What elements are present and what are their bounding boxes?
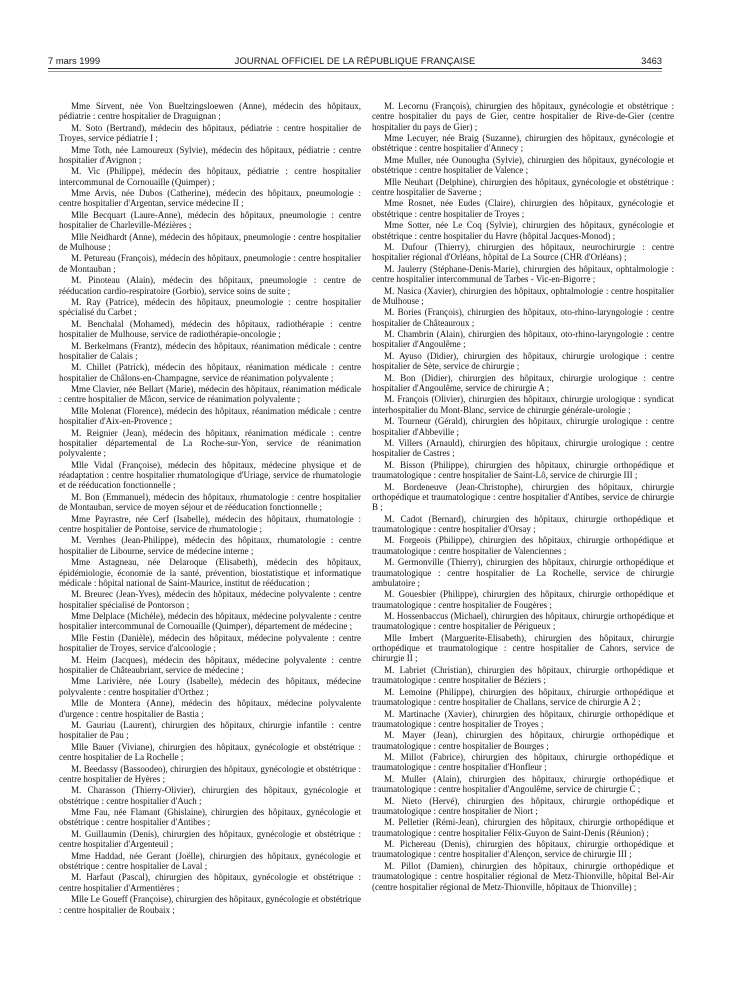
appointment-entry: M. Pinoteau (Alain), médecin des hôpitaux, pneumologie : centre de rééducation cardio-respiratoire (Gorbio), service soins de suite ; <box>59 275 361 296</box>
appointment-entry: M. Reignier (Jean), médecin des hôpitaux, réanimation médicale : centre hospitalier départemental de La Roche-sur-Yon, service de réanimation polyvalente ; <box>59 427 361 459</box>
appointment-entry: Mlle Bauer (Viviane), chirurgien des hôpitaux, gynécologie et obstétrique : centre hospitalier de La Rochelle ; <box>59 741 361 763</box>
appointment-entry: M. Bordeneuve (Jean-Christophe), chirurgien des hôpitaux, chirurgie orthopédique et traumatologique : centre hospitalier d'Antibes, service de chirurgie B ; <box>372 481 674 513</box>
appointment-entry: Mme Clavier, née Bellart (Marie), médecin des hôpitaux, réanimation médicale : centre hospitalier de Mâcon, service de réanimation polyvalente ; <box>59 384 361 405</box>
appointment-entry: Mlle Neuhart (Delphine), chirurgien des hôpitaux, gynécologie et obstétrique : centre hospitalier de Saverne ; <box>372 176 674 197</box>
appointment-entry: Mlle Festin (Danièle), médecin des hôpitaux, médecine polyvalente : centre hospitalier de Troyes, service d'alcoologie ; <box>59 632 361 654</box>
appointment-entry: M. Germonville (Thierry), chirurgien des hôpitaux, chirurgie orthopédique et traumatologique : centre hospitalier de La Rochelle, service de chirurgie ambulatoire ; <box>372 557 674 588</box>
appointment-entry: M. Harfaut (Pascal), chirurgien des hôpitaux, gynécologie et obstétrique : centre hospitalier d'Armentières ; <box>59 872 361 893</box>
appointment-entry: M. Gouesbier (Philippe), chirurgien des hôpitaux, chirurgie orthopédique et traumatologique : centre hospitalier de Fougères ; <box>372 589 674 610</box>
appointment-entry: Mme Rosnet, née Eudes (Claire), chirurgien des hôpitaux, gynécologie et obstétrique : centre hospitalier de Troyes ; <box>372 198 674 219</box>
appointment-entry: M. Charasson (Thierry-Olivier), chirurgien des hôpitaux, gynécologie et obstétrique : centre hospitalier d'Auch ; <box>59 785 361 806</box>
appointment-entry: M. Tourneur (Gérald), chirurgien des hôpitaux, chirurgie urologique : centre hospitalier d'Abbeville ; <box>372 416 674 437</box>
appointment-entry: M. Petureau (François), médecin des hôpitaux, pneumologie : centre hospitalier de Montauban ; <box>59 253 361 274</box>
appointment-entry: Mlle Molenat (Florence), médecin des hôpitaux, réanimation médicale : centre hospitalier d'Aix-en-Provence ; <box>59 405 361 427</box>
appointment-entry: M. Forgeois (Philippe), chirurgien des hôpitaux, chirurgie orthopédique et traumatologique : centre hospitalier de Valenciennes ; <box>372 535 674 556</box>
appointment-entry: Mme Arvis, née Dubos (Catherine), médecin des hôpitaux, pneumologie : centre hospitalier d'Argentan, service médecine II ; <box>59 188 361 209</box>
appointment-entry: M. Villers (Arnauld), chirurgien des hôpitaux, chirurgie urologique : centre hospitalier de Castres ; <box>372 438 674 459</box>
appointment-entry: M. Hossenbaccus (Michael), chirurgien des hôpitaux, chirurgie orthopédique et traumatologique : centre hospitalier de Périgueux ; <box>372 611 674 632</box>
appointment-entry: M. Pelletier (Rémi-Jean), chirurgien des hôpitaux, chirurgie orthopédique et traumatologique : centre hospitalier Félix-Guyon de Saint-Denis (Réunion) ; <box>372 817 674 838</box>
appointment-entry: M. Chillet (Patrick), médecin des hôpitaux, réanimation médicale : centre hospitalier de Châlons-en-Champagne, service de réanimation polyvalente ; <box>59 362 361 383</box>
header-date: 7 mars 1999 <box>48 55 101 66</box>
appointment-entry: M. Cadot (Bernard), chirurgien des hôpitaux, chirurgie orthopédique et traumatologique : centre hospitalier d'Orsay ; <box>372 513 674 534</box>
appointment-entry: Mme Sirvent, née Von Bueltzingsloewen (Anne), médecin des hôpitaux, pédiatrie : centre hospitalier de Draguignan ; <box>59 101 361 122</box>
appointment-entry: Mlle de Montera (Anne), médecin des hôpitaux, médecine polyvalente d'urgence : centre hospitalier de Bastia ; <box>59 698 361 719</box>
appointment-entry: M. Mayer (Jean), chirurgien des hôpitaux, chirurgie orthopédique et traumatologique : centre hospitalier de Bourges ; <box>372 730 674 751</box>
appointment-entry: M. Gauriau (Laurent), chirurgien des hôpitaux, chirurgie infantile : centre hospitalier de Pau ; <box>59 719 361 741</box>
appointment-entry: Mlle Vidal (Françoise), médecin des hôpitaux, médecine physique et de réadaptation : centre hospitalier rhumatologique d'Uriage, service de rhumatologie et de rééducation fonctionnelle ; <box>59 459 361 491</box>
appointment-entry: Mlle Becquart (Laure-Anne), médecin des hôpitaux, pneumologie : centre hospitalier de Charleville-Mézières ; <box>59 209 361 231</box>
appointment-entry: M. Vernhes (Jean-Philippe), médecin des hôpitaux, rhumatologie : centre hospitalier de Libourne, service de médecine interne ; <box>59 535 361 556</box>
appointment-entry: M. Guillaumin (Denis), chirurgien des hôpitaux, gynécologie et obstétrique : centre hospitalier d'Argenteuil ; <box>59 828 361 850</box>
appointment-entry: M. Benchalal (Mohamed), médecin des hôpitaux, radiothérapie : centre hospitalier de Mulhouse, service de radiothérapie-oncologie ; <box>59 318 361 340</box>
appointment-entry: M. Ray (Patrice), médecin des hôpitaux, pneumologie : centre hospitalier spécialisé du Carbet ; <box>59 297 361 318</box>
appointment-entry: Mme Astagneau, née Delaroque (Elisabeth), médecin des hôpitaux, épidémiologie, économie de la santé, prévention, biostatistique et informatique médicale : hôpital national de Saint-Maurice, institut de rééducation ; <box>59 557 361 588</box>
header-page-number: 3463 <box>641 55 662 66</box>
appointment-entry: M. Bories (François), chirurgien des hôpitaux, oto-rhino-laryngologie : centre hospitalier de Châteauroux ; <box>372 307 674 328</box>
appointment-entry: Mme Sotter, née Le Coq (Sylvie), chirurgien des hôpitaux, gynécologie et obstétrique : centre hospitalier du Havre (hôpital Jacques-Monod) ; <box>372 220 674 241</box>
appointment-entry: M. Soto (Bertrand), médecin des hôpitaux, pédiatrie : centre hospitalier de Troyes, service pédiatrie I ; <box>59 122 361 144</box>
appointment-entry: Mlle Neidhardt (Anne), médecin des hôpitaux, pneumologie : centre hospitalier de Mulhouse ; <box>59 231 361 252</box>
appointment-entry: M. Jaulerry (Stéphane-Denis-Marie), chirurgien des hôpitaux, ophtalmologie : centre hospitalier intercommunal de Tarbes - Vic-en-Bigorre ; <box>372 263 674 285</box>
header-rule-secondary <box>48 71 662 72</box>
appointment-entry: M. Berkelmans (Frantz), médecin des hôpitaux, réanimation médicale : centre hospitalier de Calais ; <box>59 340 361 361</box>
appointment-entry: M. Nasica (Xavier), chirurgien des hôpitaux, ophtalmologie : centre hospitalier de Mulhouse ; <box>372 285 674 306</box>
left-column <box>59 101 361 981</box>
appointment-entry: M. Bon (Emmanuel), médecin des hôpitaux, rhumatologie : centre hospitalier de Montauban, service de moyen séjour et de rééducation fonctionnelle ; <box>59 491 361 513</box>
appointment-entry: Mme Fau, née Flamant (Ghislaine), chirurgien des hôpitaux, gynécologie et obstétrique : centre hospitalier d'Antibes ; <box>59 807 361 828</box>
appointment-entry: M. Pillot (Damien), chirurgien des hôpitaux, chirurgie orthopédique et traumatologique : centre hospitalier régional de Metz-Thionville, hôpital Bel-Air (centre hospitalier régional de Metz-Thionville, hôpitaux de Thionville) ; <box>372 860 674 892</box>
appointment-entry: Mme Payrastre, née Cerf (Isabelle), médecin des hôpitaux, rhumatologie : centre hospitalier de Pontoise, service de rhumatologie ; <box>59 513 361 534</box>
page-header <box>48 54 662 68</box>
appointment-entry: Mme Haddad, née Gerant (Joëlle), chirurgien des hôpitaux, gynécologie et obstétrique : centre hospitalier de Laval ; <box>59 850 361 871</box>
appointment-entry: M. Chambrin (Alain), chirurgien des hôpitaux, oto-rhino-laryngologie : centre hospitalier d'Angoulême ; <box>372 329 674 350</box>
appointment-entry: M. Lecornu (François), chirurgien des hôpitaux, gynécologie et obstétrique : centre hospitalier du pays de Gier, centre hospitalier de Rive-de-Gier (centre hospitalier du pays de Gier) ; <box>372 101 674 132</box>
appointment-entry: M. Vic (Philippe), médecin des hôpitaux, pédiatrie : centre hospitalier intercommunal de Cornouaille (Quimper) ; <box>59 166 361 187</box>
appointment-entry: M. Heim (Jacques), médecin des hôpitaux, médecine polyvalente : centre hospitalier de Châteaubriant, service de médecine ; <box>59 654 361 675</box>
appointment-entry: M. Breurec (Jean-Yves), médecin des hôpitaux, médecine polyvalente : centre hospitalier spécialisé de Pontorson ; <box>59 589 361 610</box>
appointment-entry: M. Dufour (Thierry), chirurgien des hôpitaux, neurochirurgie : centre hospitalier régional d'Orléans, hôpital de La Source (CHR d'Orléans) ; <box>372 241 674 263</box>
appointment-entry: M. Millot (Fabrice), chirurgien des hôpitaux, chirurgie orthopédique et traumatologique : centre hospitalier d'Honfleur ; <box>372 752 674 773</box>
appointment-entry: M. Beedassy (Bassoodeo), chirurgien des hôpitaux, gynécologie et obstétrique : centre hospitalier de Hyères ; <box>59 763 361 784</box>
header-rule <box>48 68 662 69</box>
appointment-entry: Mlle Imbert (Marguerite-Elisabeth), chirurgien des hôpitaux, chirurgie orthopédique et traumatologique : centre hospitalier de Cahors, service de chirurgie II ; <box>372 632 674 664</box>
appointment-entry: M. Ayuso (Didier), chirurgien des hôpitaux, chirurgie urologique : centre hospitalier de Sète, service de chirurgie ; <box>372 350 674 372</box>
appointment-entry: M. Bon (Didier), chirurgien des hôpitaux, chirurgie urologique : centre hospitalier d'Angoulême, service de chirurgie A ; <box>372 372 674 393</box>
appointment-entry: M. Lemoine (Philippe), chirurgien des hôpitaux, chirurgie orthopédique et traumatologique : centre hospitalier de Challans, service de chirurgie A 2 ; <box>372 686 674 708</box>
appointment-entry: M. Bisson (Philippe), chirurgien des hôpitaux, chirurgie orthopédique et traumatologique : centre hospitalier de Saint-Lô, service de chirurgie III ; <box>372 459 674 481</box>
appointment-entry: Mme Larivière, née Loury (Isabelle), médecin des hôpitaux, médecine polyvalente : centre hospitalier d'Orthez ; <box>59 676 361 697</box>
appointment-entry: Mme Toth, née Lamoureux (Sylvie), médecin des hôpitaux, pédiatrie : centre hospitalier d'Avignon ; <box>59 144 361 165</box>
appointment-entry: M. Pichereau (Denis), chirurgien des hôpitaux, chirurgie orthopédique et traumatologique : centre hospitalier d'Alençon, service de chirurgie III ; <box>372 839 674 860</box>
appointment-entry: M. Martinache (Xavier), chirurgien des hôpitaux, chirurgie orthopédique et traumatologique : centre hospitalier de Troyes ; <box>372 708 674 729</box>
appointment-entry: M. Nieto (Hervé), chirurgien des hôpitaux, chirurgie orthopédique et traumatologique : centre hospitalier de Niort ; <box>372 795 674 816</box>
appointment-entry: Mme Muller, née Ounougha (Sylvie), chirurgien des hôpitaux, gynécologie et obstétrique : centre hospitalier de Valence ; <box>372 154 674 176</box>
right-column <box>372 101 674 981</box>
appointment-entry: Mme Delplace (Michèle), médecin des hôpitaux, médecine polyvalente : centre hospitalier intercommunal de Cornouaille (Quimper), département de médecine ; <box>59 611 361 632</box>
appointment-entry: Mme Lecuyer, née Braig (Suzanne), chirurgien des hôpitaux, gynécologie et obstétrique : centre hospitalier d'Annecy ; <box>372 133 674 154</box>
appointment-entry: M. François (Olivier), chirurgien des hôpitaux, chirurgie urologique : syndicat interhospitalier du Mont-Blanc, service de chirurgie générale-urologie ; <box>372 394 674 415</box>
appointment-entry: Mlle Le Goueff (Françoise), chirurgien des hôpitaux, gynécologie et obstétrique : centre hospitalier de Roubaix ; <box>59 894 361 915</box>
appointment-entry: M. Muller (Alain), chirurgien des hôpitaux, chirurgie orthopédique et traumatologique : centre hospitalier d'Angoulême, service de chirurgie C ; <box>372 773 674 795</box>
appointment-entry: M. Labriet (Christian), chirurgien des hôpitaux, chirurgie orthopédique et traumatologique : centre hospitalier de Béziers ; <box>372 664 674 686</box>
header-title: JOURNAL OFFICIEL DE LA RÉPUBLIQUE FRANÇAISE <box>234 55 476 66</box>
